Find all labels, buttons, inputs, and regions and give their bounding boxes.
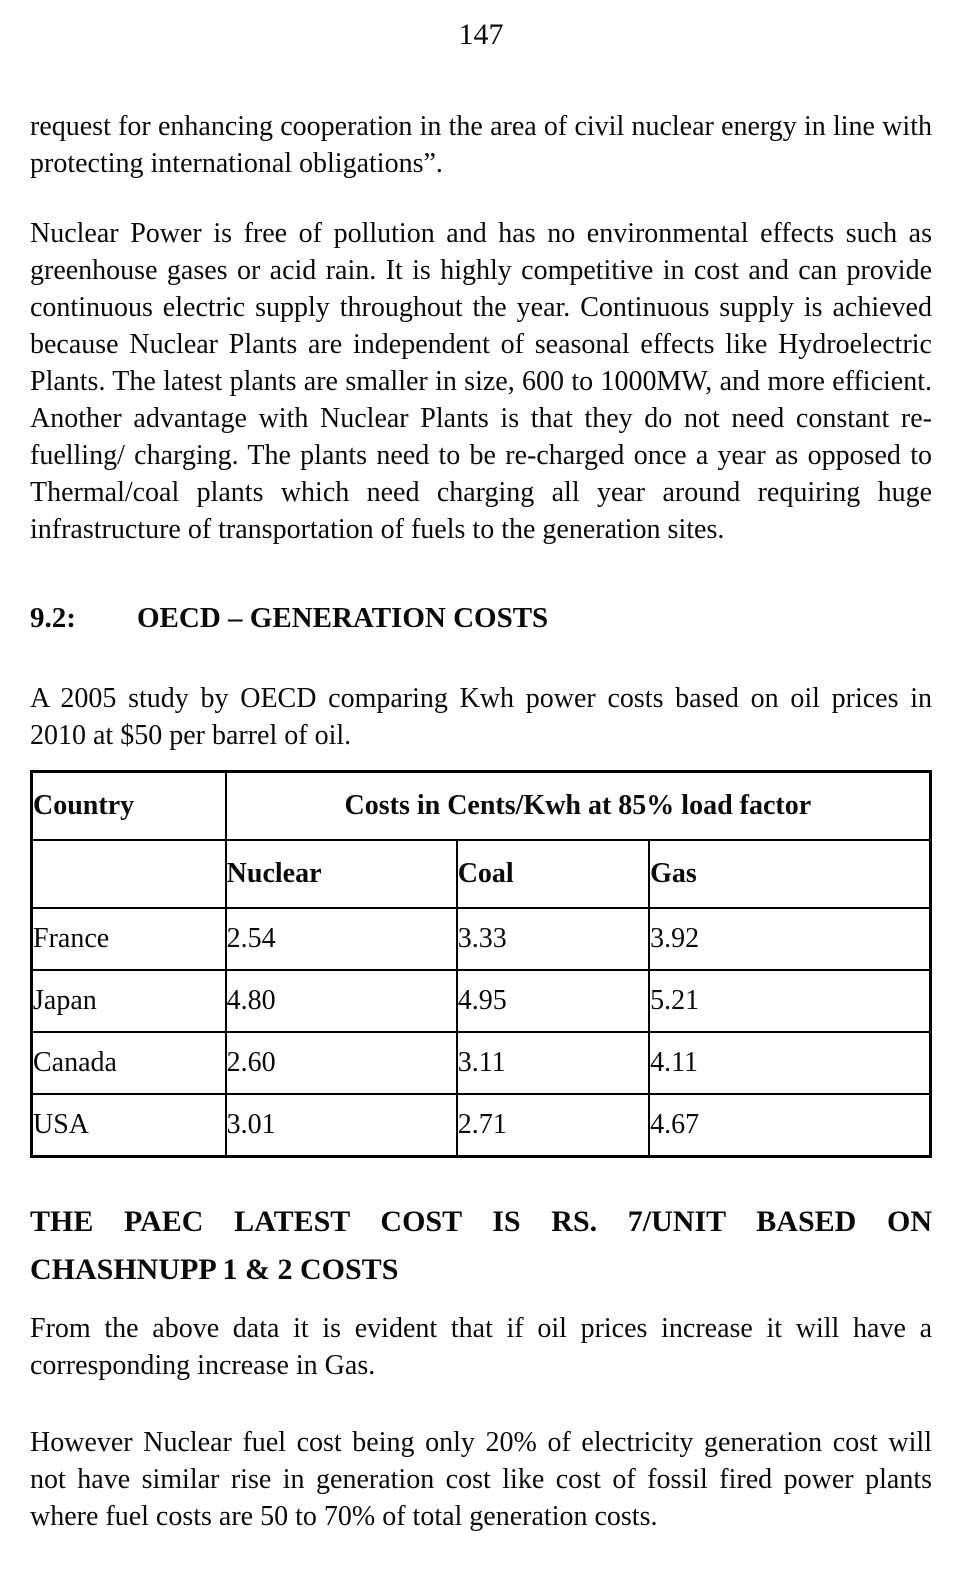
section-heading-oecd <box>30 598 932 638</box>
cell-gas: 3.92 <box>649 908 930 970</box>
cell-country: France <box>32 908 226 970</box>
paragraph-oil-price-effect: From the above data it is evident that if oil prices increase it will have a corresponding increase in Gas. <box>30 1313 932 1381</box>
table-subheader-row <box>32 840 931 908</box>
paragraph-fuel-cost-share: However Nuclear fuel cost being only 20% of electricity generation cost will not have similar rise in generation cost like cost of fossil fired power plants where fuel costs are 50 to 70% of total generation costs. <box>30 1427 932 1532</box>
table-header-row <box>32 772 931 841</box>
table-subheader-coal: Coal <box>457 840 649 908</box>
paragraph-cooperation: request for enhancing cooperation in the area of civil nuclear energy in line with protecting international obligations”. <box>30 111 932 179</box>
cell-country: USA <box>32 1094 226 1157</box>
cell-coal: 2.71 <box>457 1094 649 1157</box>
paragraph-nuclear-power: Nuclear Power is free of pollution and has no environmental effects such as greenhouse gases or acid rain. It is highly competitive in cost and can provide continuous electric supply throughout the year. Continuous supply is achieved because Nuclear Plants are independent of seasonal effects like Hydroelectric Plants. The latest plants are smaller in size, 600 to 1000MW, and more efficient. Another advantage with Nuclear Plants is that they do not need constant re-fuelling/ charging. The plants need to be re-charged once a year as opposed to Thermal/coal plants which need charging all year around requiring huge infrastructure of transportation of fuels to the generation sites. <box>30 218 932 545</box>
cell-nuclear: 4.80 <box>226 970 457 1032</box>
page-number: 147 <box>458 18 504 51</box>
cell-coal: 3.11 <box>457 1032 649 1094</box>
cell-gas: 4.67 <box>649 1094 930 1157</box>
paec-cost-heading-line1: THE PAEC LATEST COST IS RS. 7/UNIT BASED ON <box>30 1205 932 1238</box>
paec-cost-heading <box>30 1198 932 1294</box>
cell-gas: 5.21 <box>649 970 930 1032</box>
table-row-usa <box>32 1094 931 1157</box>
paragraph-oecd-study: A 2005 study by OECD comparing Kwh power costs based on oil prices in 2010 at $50 per barrel of oil. <box>30 683 932 751</box>
cell-nuclear: 2.54 <box>226 908 457 970</box>
cell-nuclear: 2.60 <box>226 1032 457 1094</box>
table-subheader-gas: Gas <box>649 840 930 908</box>
cell-country: Canada <box>32 1032 226 1094</box>
generation-costs-table <box>30 770 932 1158</box>
table-subheader-nuclear: Nuclear <box>226 840 457 908</box>
section-title: OECD – GENERATION COSTS <box>137 602 549 634</box>
table-subheader-empty-cell <box>32 840 226 908</box>
table-header-costs: Costs in Cents/Kwh at 85% load factor <box>226 772 931 841</box>
cell-nuclear: 3.01 <box>226 1094 457 1157</box>
table-row-canada <box>32 1032 931 1094</box>
paec-cost-heading-line2: CHASHNUPP 1 & 2 COSTS <box>30 1253 399 1286</box>
table-header-country: Country <box>32 772 226 841</box>
cell-coal: 3.33 <box>457 908 649 970</box>
section-number: 9.2: <box>30 602 76 634</box>
cell-gas: 4.11 <box>649 1032 930 1094</box>
cell-coal: 4.95 <box>457 970 649 1032</box>
cell-country: Japan <box>32 970 226 1032</box>
table-row-france <box>32 908 931 970</box>
table-row-japan <box>32 970 931 1032</box>
